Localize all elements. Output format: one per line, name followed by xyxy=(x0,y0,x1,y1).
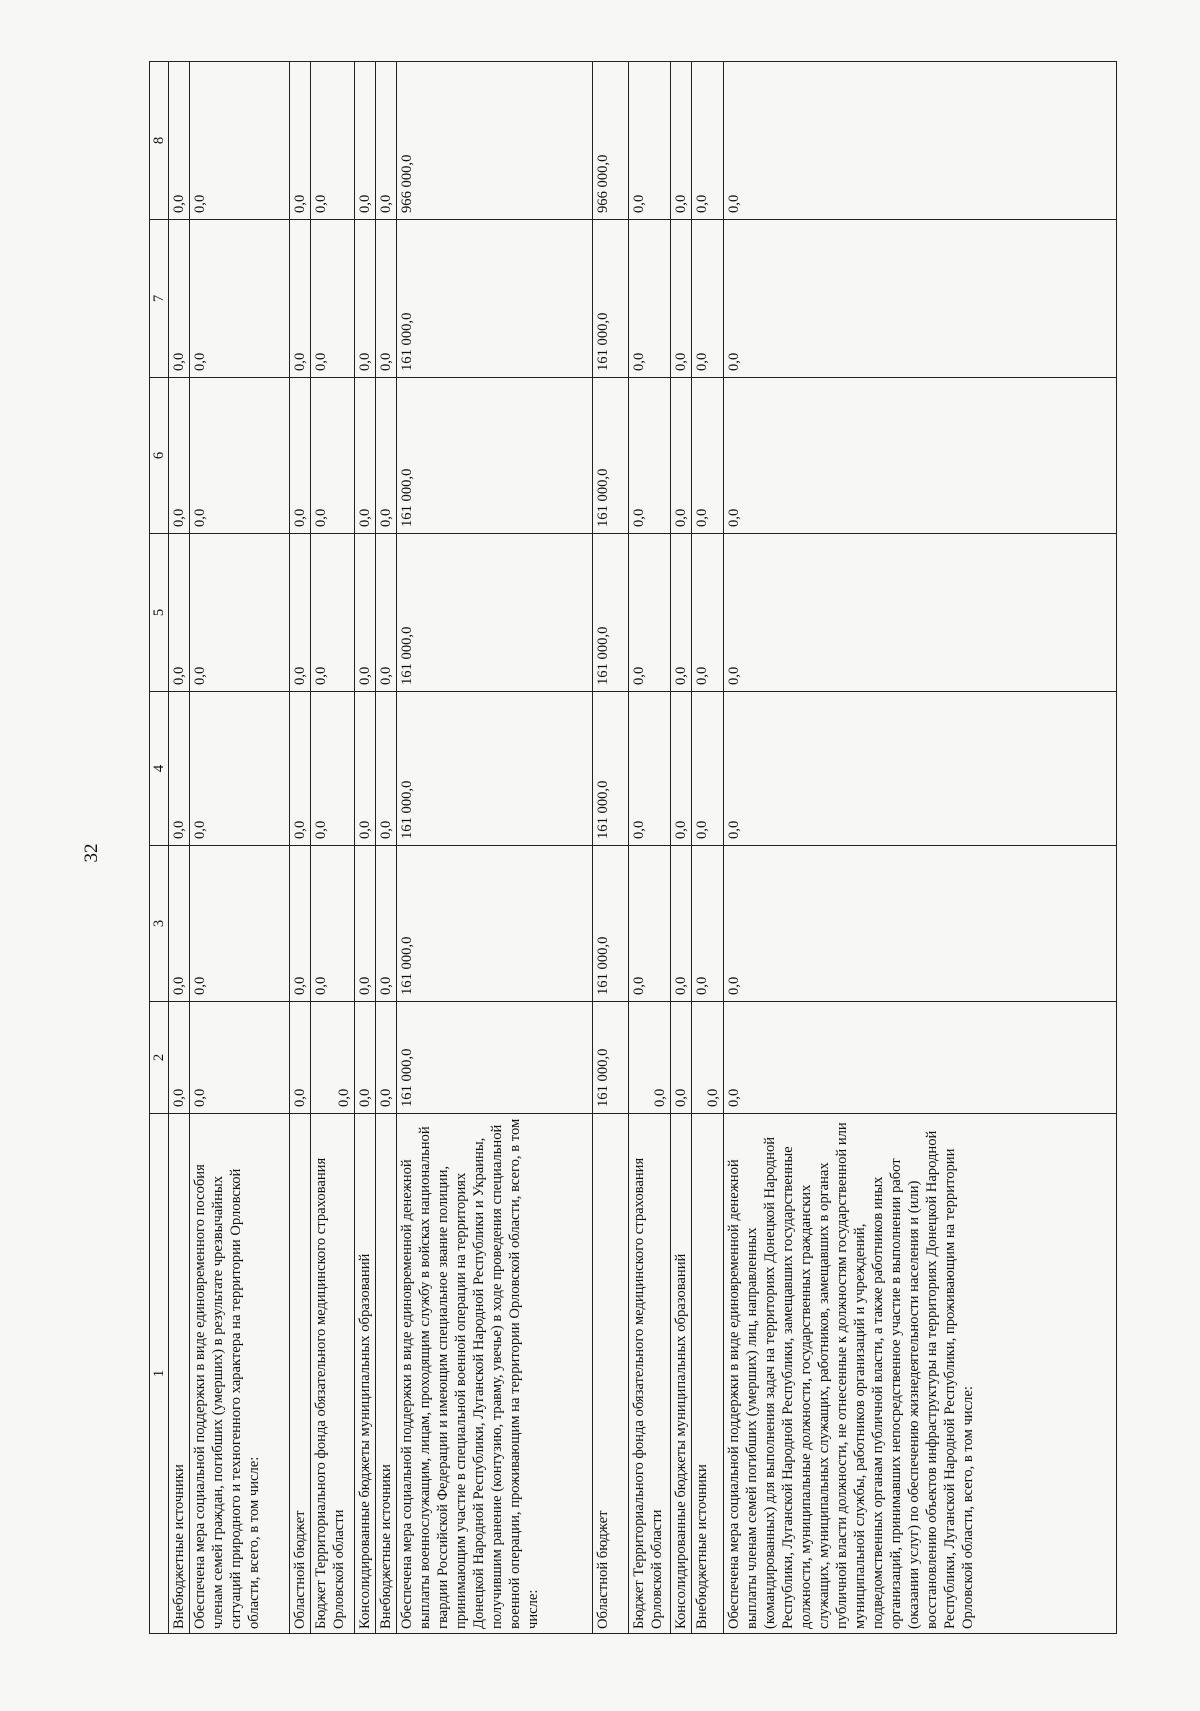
cell-value: 0,0 xyxy=(376,220,397,378)
column-header: 7 xyxy=(150,220,169,378)
cell-value: 0,0 xyxy=(290,220,311,378)
row-label: Бюджет Территориального фонда обязательного медицинского страхования Орловской области xyxy=(311,1114,355,1634)
cell-value: 161 000,0 xyxy=(397,1002,593,1114)
table-row xyxy=(376,62,397,1634)
cell-value: 0,0 xyxy=(376,692,397,846)
table-row xyxy=(671,62,692,1634)
cell-value: 0,0 xyxy=(169,534,190,692)
table-row xyxy=(593,62,629,1634)
row-label: Обеспечена мера социальной поддержки в виде единовременного пособия членам семей граждан, погибших (умерших) в результате чрезвычайных ситуаций природного и техногенного характера на территории Орловской области, всего, в том числе: xyxy=(190,1114,290,1634)
cell-value: 0,0 xyxy=(290,534,311,692)
cell-value: 0,0 xyxy=(290,62,311,220)
cell-value: 0,0 xyxy=(376,846,397,1002)
cell-value: 0,0 xyxy=(190,534,290,692)
cell-value: 0,0 xyxy=(290,378,311,534)
row-label: Консолидированные бюджеты муниципальных образований xyxy=(355,1114,376,1634)
cell-value: 0,0 xyxy=(629,1002,671,1114)
cell-value: 0,0 xyxy=(190,692,290,846)
cell-value: 0,0 xyxy=(290,846,311,1002)
cell-value: 0,0 xyxy=(169,846,190,1002)
cell-value: 966 000,0 xyxy=(397,62,593,220)
cell-value: 161 000,0 xyxy=(593,846,629,1002)
row-label: Консолидированные бюджеты муниципальных образований xyxy=(671,1114,692,1634)
cell-value: 0,0 xyxy=(169,1002,190,1114)
cell-value: 0,0 xyxy=(290,1002,311,1114)
cell-value: 0,0 xyxy=(376,378,397,534)
column-header: 6 xyxy=(150,378,169,534)
column-header: 2 xyxy=(150,1002,169,1114)
cell-value: 0,0 xyxy=(629,692,671,846)
cell-value: 0,0 xyxy=(169,220,190,378)
cell-value: 0,0 xyxy=(355,534,376,692)
table-row xyxy=(397,62,593,1634)
cell-value: 0,0 xyxy=(311,846,355,1002)
cell-value: 0,0 xyxy=(311,220,355,378)
table-row xyxy=(311,62,355,1634)
budget-table xyxy=(149,61,1117,1634)
cell-value: 0,0 xyxy=(724,692,1117,846)
cell-value: 0,0 xyxy=(376,62,397,220)
row-label: Внебюджетные источники xyxy=(169,1114,190,1634)
cell-value: 161 000,0 xyxy=(593,534,629,692)
cell-value: 0,0 xyxy=(190,62,290,220)
cell-value: 161 000,0 xyxy=(593,220,629,378)
cell-value: 0,0 xyxy=(629,846,671,1002)
cell-value: 0,0 xyxy=(692,220,724,378)
cell-value: 0,0 xyxy=(692,1002,724,1114)
row-label: Обеспечена мера социальной поддержки в виде единовременной денежной выплаты членам семей погибших (умерших) лиц, направленных (командированных) для выполнения задач на территориях Донецкой Народной Республики, Луганской Народной Республики, замещавших государственные должности, муниципальные должности, государственных гражданских служащих, муниципальных служащих, работников, замещавших в органах публичной власти должности, не отнесенные к должностям государственной или муниципальной службы, работников организаций и учреждений, подведомственных органам публичной власти, а также работников иных организаций, принимавших непосредственное участие в выполнении работ (оказании услуг) по обеспечению жизнедеятельности населения и (или) восстановлению объектов инфраструктуры на территориях Донецкой Народной Республики, Луганской Народной Республики, проживающим на территории Орловской области, всего, в том числе: xyxy=(724,1114,1117,1634)
cell-value: 0,0 xyxy=(311,62,355,220)
cell-value: 0,0 xyxy=(290,692,311,846)
cell-value: 0,0 xyxy=(190,1002,290,1114)
cell-value: 0,0 xyxy=(169,692,190,846)
cell-value: 0,0 xyxy=(169,378,190,534)
cell-value: 0,0 xyxy=(692,692,724,846)
column-header: 3 xyxy=(150,846,169,1002)
row-label: Обеспечена мера социальной поддержки в виде единовременной денежной выплаты военнослужащим, лицам, проходящим службу в войсках национальной гвардии Российской Федерации и имеющим специальное звание полиции, принимающим участие в специальной военной операции на территориях Донецкой Народной Республики, Луганской Народной Республики и Украины, получившим ранение (контузию, травму, увечье) в ходе проведения специальной военной операции, проживающим на территории Орловской области, всего, в том числе: xyxy=(397,1114,593,1634)
page-number: 32 xyxy=(81,843,102,863)
cell-value: 0,0 xyxy=(692,846,724,1002)
row-label: Внебюджетные источники xyxy=(376,1114,397,1634)
table-row xyxy=(169,62,190,1634)
cell-value: 0,0 xyxy=(355,846,376,1002)
cell-value: 0,0 xyxy=(724,846,1117,1002)
column-header: 1 xyxy=(150,1114,169,1634)
cell-value: 161 000,0 xyxy=(593,378,629,534)
cell-value: 0,0 xyxy=(311,1002,355,1114)
cell-value: 0,0 xyxy=(724,378,1117,534)
table-row xyxy=(190,62,290,1634)
cell-value: 0,0 xyxy=(311,378,355,534)
cell-value: 161 000,0 xyxy=(593,1002,629,1114)
column-header: 8 xyxy=(150,62,169,220)
cell-value: 0,0 xyxy=(671,1002,692,1114)
table-row xyxy=(692,62,724,1634)
column-header: 5 xyxy=(150,534,169,692)
cell-value: 0,0 xyxy=(311,534,355,692)
cell-value: 161 000,0 xyxy=(397,220,593,378)
table-row xyxy=(290,62,311,1634)
cell-value: 161 000,0 xyxy=(593,692,629,846)
cell-value: 0,0 xyxy=(355,220,376,378)
cell-value: 0,0 xyxy=(724,1002,1117,1114)
row-label: Бюджет Территориального фонда обязательного медицинского страхования Орловской области xyxy=(629,1114,671,1634)
cell-value: 0,0 xyxy=(169,62,190,220)
cell-value: 0,0 xyxy=(671,534,692,692)
cell-value: 0,0 xyxy=(190,846,290,1002)
cell-value: 0,0 xyxy=(376,534,397,692)
cell-value: 0,0 xyxy=(190,220,290,378)
row-label: Областной бюджет xyxy=(593,1114,629,1634)
cell-value: 0,0 xyxy=(629,220,671,378)
row-label: Областной бюджет xyxy=(290,1114,311,1634)
budget-table-rotated xyxy=(149,62,1117,1634)
cell-value: 161 000,0 xyxy=(397,846,593,1002)
cell-value: 0,0 xyxy=(355,1002,376,1114)
cell-value: 0,0 xyxy=(355,692,376,846)
cell-value: 0,0 xyxy=(692,62,724,220)
cell-value: 0,0 xyxy=(311,692,355,846)
cell-value: 0,0 xyxy=(190,378,290,534)
cell-value: 0,0 xyxy=(671,378,692,534)
cell-value: 161 000,0 xyxy=(397,534,593,692)
table-row xyxy=(355,62,376,1634)
table-row xyxy=(629,62,671,1634)
table-row xyxy=(724,62,1117,1634)
cell-value: 0,0 xyxy=(671,62,692,220)
cell-value: 0,0 xyxy=(692,534,724,692)
cell-value: 966 000,0 xyxy=(593,62,629,220)
cell-value: 0,0 xyxy=(376,1002,397,1114)
cell-value: 0,0 xyxy=(355,378,376,534)
cell-value: 161 000,0 xyxy=(397,692,593,846)
cell-value: 0,0 xyxy=(629,534,671,692)
cell-value: 0,0 xyxy=(671,220,692,378)
cell-value: 0,0 xyxy=(692,378,724,534)
cell-value: 0,0 xyxy=(355,62,376,220)
column-header: 4 xyxy=(150,692,169,846)
cell-value: 0,0 xyxy=(629,378,671,534)
cell-value: 0,0 xyxy=(724,534,1117,692)
cell-value: 161 000,0 xyxy=(397,378,593,534)
cell-value: 0,0 xyxy=(671,692,692,846)
cell-value: 0,0 xyxy=(724,220,1117,378)
cell-value: 0,0 xyxy=(671,846,692,1002)
cell-value: 0,0 xyxy=(724,62,1117,220)
cell-value: 0,0 xyxy=(629,62,671,220)
table-header-row xyxy=(150,62,169,1634)
row-label: Внебюджетные источники xyxy=(692,1114,724,1634)
